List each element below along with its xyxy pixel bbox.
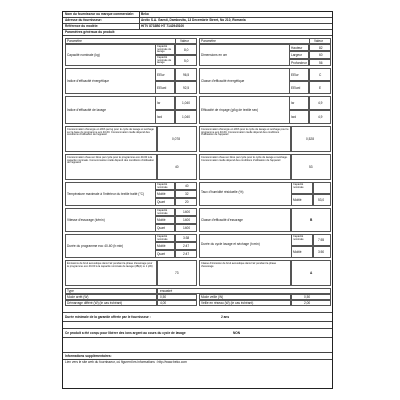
cycle-v1: 7:55 <box>313 234 331 246</box>
humidity-v2: 53,0 <box>313 194 331 206</box>
dim-sub1: Hauteur <box>289 44 309 51</box>
humidity-sub2: Moitié <box>291 194 313 206</box>
address-value: Arctic S.A. Gaesti, Dambovita, 13 Decembrie Street, No 210, Romania <box>141 18 246 22</box>
cycle-sub1: Capacité nominale <box>291 234 313 246</box>
humidity-label: Taux d'humidité résiduelle (%) <box>201 190 244 194</box>
section-general-title: Paramètres généraux du produit: <box>65 30 116 34</box>
cycle-sub2: Moitié <box>291 246 313 258</box>
model-value: HITV 8733B0 HT 7142945100 <box>141 24 185 28</box>
delay-start-value-cell: 4,00 <box>157 300 197 306</box>
dim-v1: 82 <box>309 44 331 51</box>
spin-v1: 1400 <box>175 208 197 216</box>
prog-sub2: Moitié <box>155 242 175 250</box>
water-consumption-left: Consommation d'eau en litres par cycle pour le programme eco 40-60 à la capacité nominale. Consommation réelle dépend des conditions d'utilisation de l'appareil <box>65 154 157 180</box>
additional-info-label: Informations supplémentaires: <box>65 354 112 358</box>
dim-sub2: Largeur <box>289 51 309 58</box>
spin-v3: 1400 <box>175 224 197 232</box>
warranty-row <box>63 312 332 322</box>
noise-class: A <box>310 271 313 275</box>
eei-v1: 96,5 <box>175 68 197 81</box>
eei-sub2: EEIwd <box>155 81 175 94</box>
energy-consumption-right: Consommation d'énergie en kWh pour le cycle de lavage et séchage pour le programme eco 40-60. Consommation réelle dépend des conditions d'utilisation de l'appareil <box>199 126 291 152</box>
type-value: encastré <box>160 289 173 293</box>
product-information-sheet <box>62 11 333 389</box>
capacity-label: Capacité nominale (kg) <box>67 53 100 57</box>
humidity-sub1: Capacité nominale <box>291 182 313 194</box>
noise-left-cell: Émissions de bruit acoustique dans l'air pendant la phase d'essorage pour le programme eco 40-60 à la capacité nominale de lavage (dB(A) re 1 pW) <box>65 260 157 286</box>
noise-value: 73 <box>175 271 179 275</box>
capacity-v2: 5,0 <box>175 55 197 66</box>
weff-v2: 1,040 <box>175 110 197 124</box>
prog-v2: 2:47 <box>175 242 197 250</box>
noise-right-cell: Classe d'émission de bruit acoustique dans l'air pendant la phase d'essorage <box>199 260 291 286</box>
temp-sub2: Moitié <box>155 190 175 198</box>
mode-off-cell: Mode arrêt (W) <box>65 294 157 300</box>
eclass-v1: C <box>309 68 331 81</box>
prog-v1: 3:38 <box>175 234 197 242</box>
spin-sub1: Capacité nominale <box>155 208 175 216</box>
section-general-row <box>63 30 332 36</box>
dimensions-label: Dimensions en cm <box>201 53 228 57</box>
header-divider <box>139 12 140 30</box>
temp-v3: 20 <box>175 198 197 206</box>
spin-speed-label: Vitesse d'essorage (tr/min) <box>67 218 105 222</box>
network-standby-cell: Veille en réseau (W) (le cas échéant) <box>199 300 291 306</box>
water-consumption-right: Consommation d'eau en litres par cycle pour le cycle de lavage et séchage. Consommation réelle dépend des conditions d'utilisation de l'appareil <box>199 154 291 180</box>
eei-v2: 92,5 <box>175 81 197 94</box>
noise-left-value-cell <box>157 260 197 286</box>
dim-v3: 56 <box>309 59 331 66</box>
weff-sub1: Iw <box>155 96 175 110</box>
model-label: Référence du modèle: <box>65 24 99 28</box>
cycle-duration-label: Durée du cycle lavage et séchage (h:min) <box>201 242 260 246</box>
wash-eff-label: Indice d'efficacité de lavage <box>67 108 107 112</box>
noise-right-value-cell <box>291 260 331 286</box>
rinse-v1: 4,9 <box>309 96 331 110</box>
water-consumption-left-value: 40 <box>157 154 197 180</box>
rinse-label: Efficacité de rinçage (g/kg de textile sec) <box>201 108 259 112</box>
spin-class-cell <box>199 208 291 232</box>
col-param-left: Paramètre <box>67 39 82 43</box>
capacity-sub2: Capacité nominale de lavage <box>155 55 175 66</box>
additional-info-value: Lien vers le site web du fournisseur, où figurent les informations : http://www.beko.com <box>65 360 187 364</box>
col-value-right: Valeur <box>314 39 323 43</box>
eclass-v2: E <box>309 81 331 94</box>
cycle-v2: 3:50 <box>313 246 331 258</box>
additional-info-row <box>63 352 332 360</box>
temp-v2: 32 <box>175 190 197 198</box>
eei-label: Indice d'efficacité énergétique <box>67 79 110 83</box>
col-value-left: Valeur <box>180 39 189 43</box>
spin-class-label: Classe d'efficacité d'essorage <box>201 218 243 222</box>
address-label: Adresse du fournisseur: <box>65 18 102 22</box>
energy-class-label: Classe d'efficacité énergétique <box>201 79 245 83</box>
col-param-right: Paramètre <box>201 39 216 43</box>
temp-sub3: Quart <box>155 198 175 206</box>
temp-sub1: Capacité nominale <box>155 182 175 190</box>
supplier-label: Nom du fournisseur ou marque commerciale: <box>65 12 134 16</box>
warranty-value: 2 ans <box>221 315 230 319</box>
energy-consumption-left: Consommation d'énergie en kWh par kg pour le cycle de lavage et séchage sur la base du programme eco 40-60. Consommation réelle dépend des conditions d'utilisation de l'appareil <box>65 126 157 152</box>
mode-standby-value-cell: 0,50 <box>291 294 331 300</box>
spin-class-value: B <box>310 218 313 222</box>
rinse-v2: 4,9 <box>309 110 331 124</box>
temperature-label: Température maximale à l'intérieur du textile traité (°C) <box>67 192 144 196</box>
humidity-v1 <box>313 182 331 194</box>
eclass-sub1: EEIw <box>289 68 309 81</box>
rinse-sub2: Iwd <box>289 110 309 124</box>
dim-sub3: Profondeur <box>289 59 309 66</box>
prog-sub1: Capacité nominale <box>155 234 175 242</box>
mode-standby-cell: Mode veille (W) <box>199 294 291 300</box>
temp-v1: 40 <box>175 182 197 190</box>
eei-sub1: EEIw <box>155 68 175 81</box>
network-standby-value-cell: 2,00 <box>291 300 331 306</box>
mode-off-value-cell: 0,50 <box>157 294 197 300</box>
dim-v2: 60 <box>309 51 331 58</box>
spin-sub3: Quart <box>155 224 175 232</box>
capacity-sub1: Capacité nominale de lavage <box>155 44 175 55</box>
spin-class-value-cell <box>291 208 331 232</box>
programme-duration-label: Durée du programme eco 40-60 (h:min) <box>67 244 124 248</box>
supplier-value: Beko <box>141 12 149 16</box>
silver-ions-row <box>63 328 332 338</box>
energy-consumption-left-value: 0,078 <box>157 126 197 152</box>
weff-sub2: Iwd <box>155 110 175 124</box>
spin-v2: 1400 <box>175 216 197 224</box>
silver-ions-value: NON <box>233 331 241 335</box>
prog-sub3: Quart <box>155 250 175 258</box>
prog-v3: 2:47 <box>175 250 197 258</box>
weff-v1: 1,040 <box>175 96 197 110</box>
water-consumption-right-value: 53 <box>291 154 331 180</box>
type-label: Type <box>67 289 74 293</box>
warranty-label: Durée minimale de la garantie offerte par le fournisseur : <box>65 315 151 319</box>
energy-consumption-right-value: 0,528 <box>291 126 331 152</box>
spin-sub2: Moitié <box>155 216 175 224</box>
capacity-v1: 8,0 <box>175 44 197 55</box>
rinse-sub1: Iw <box>289 96 309 110</box>
delay-start-cell: Démarrage différé (W) (le cas échéant) <box>65 300 157 306</box>
silver-ions-label: Ce produit a été conçu pour libérer des ions argent au cours du cycle de lavage <box>65 331 186 335</box>
eclass-sub2: EEIwd <box>289 81 309 94</box>
